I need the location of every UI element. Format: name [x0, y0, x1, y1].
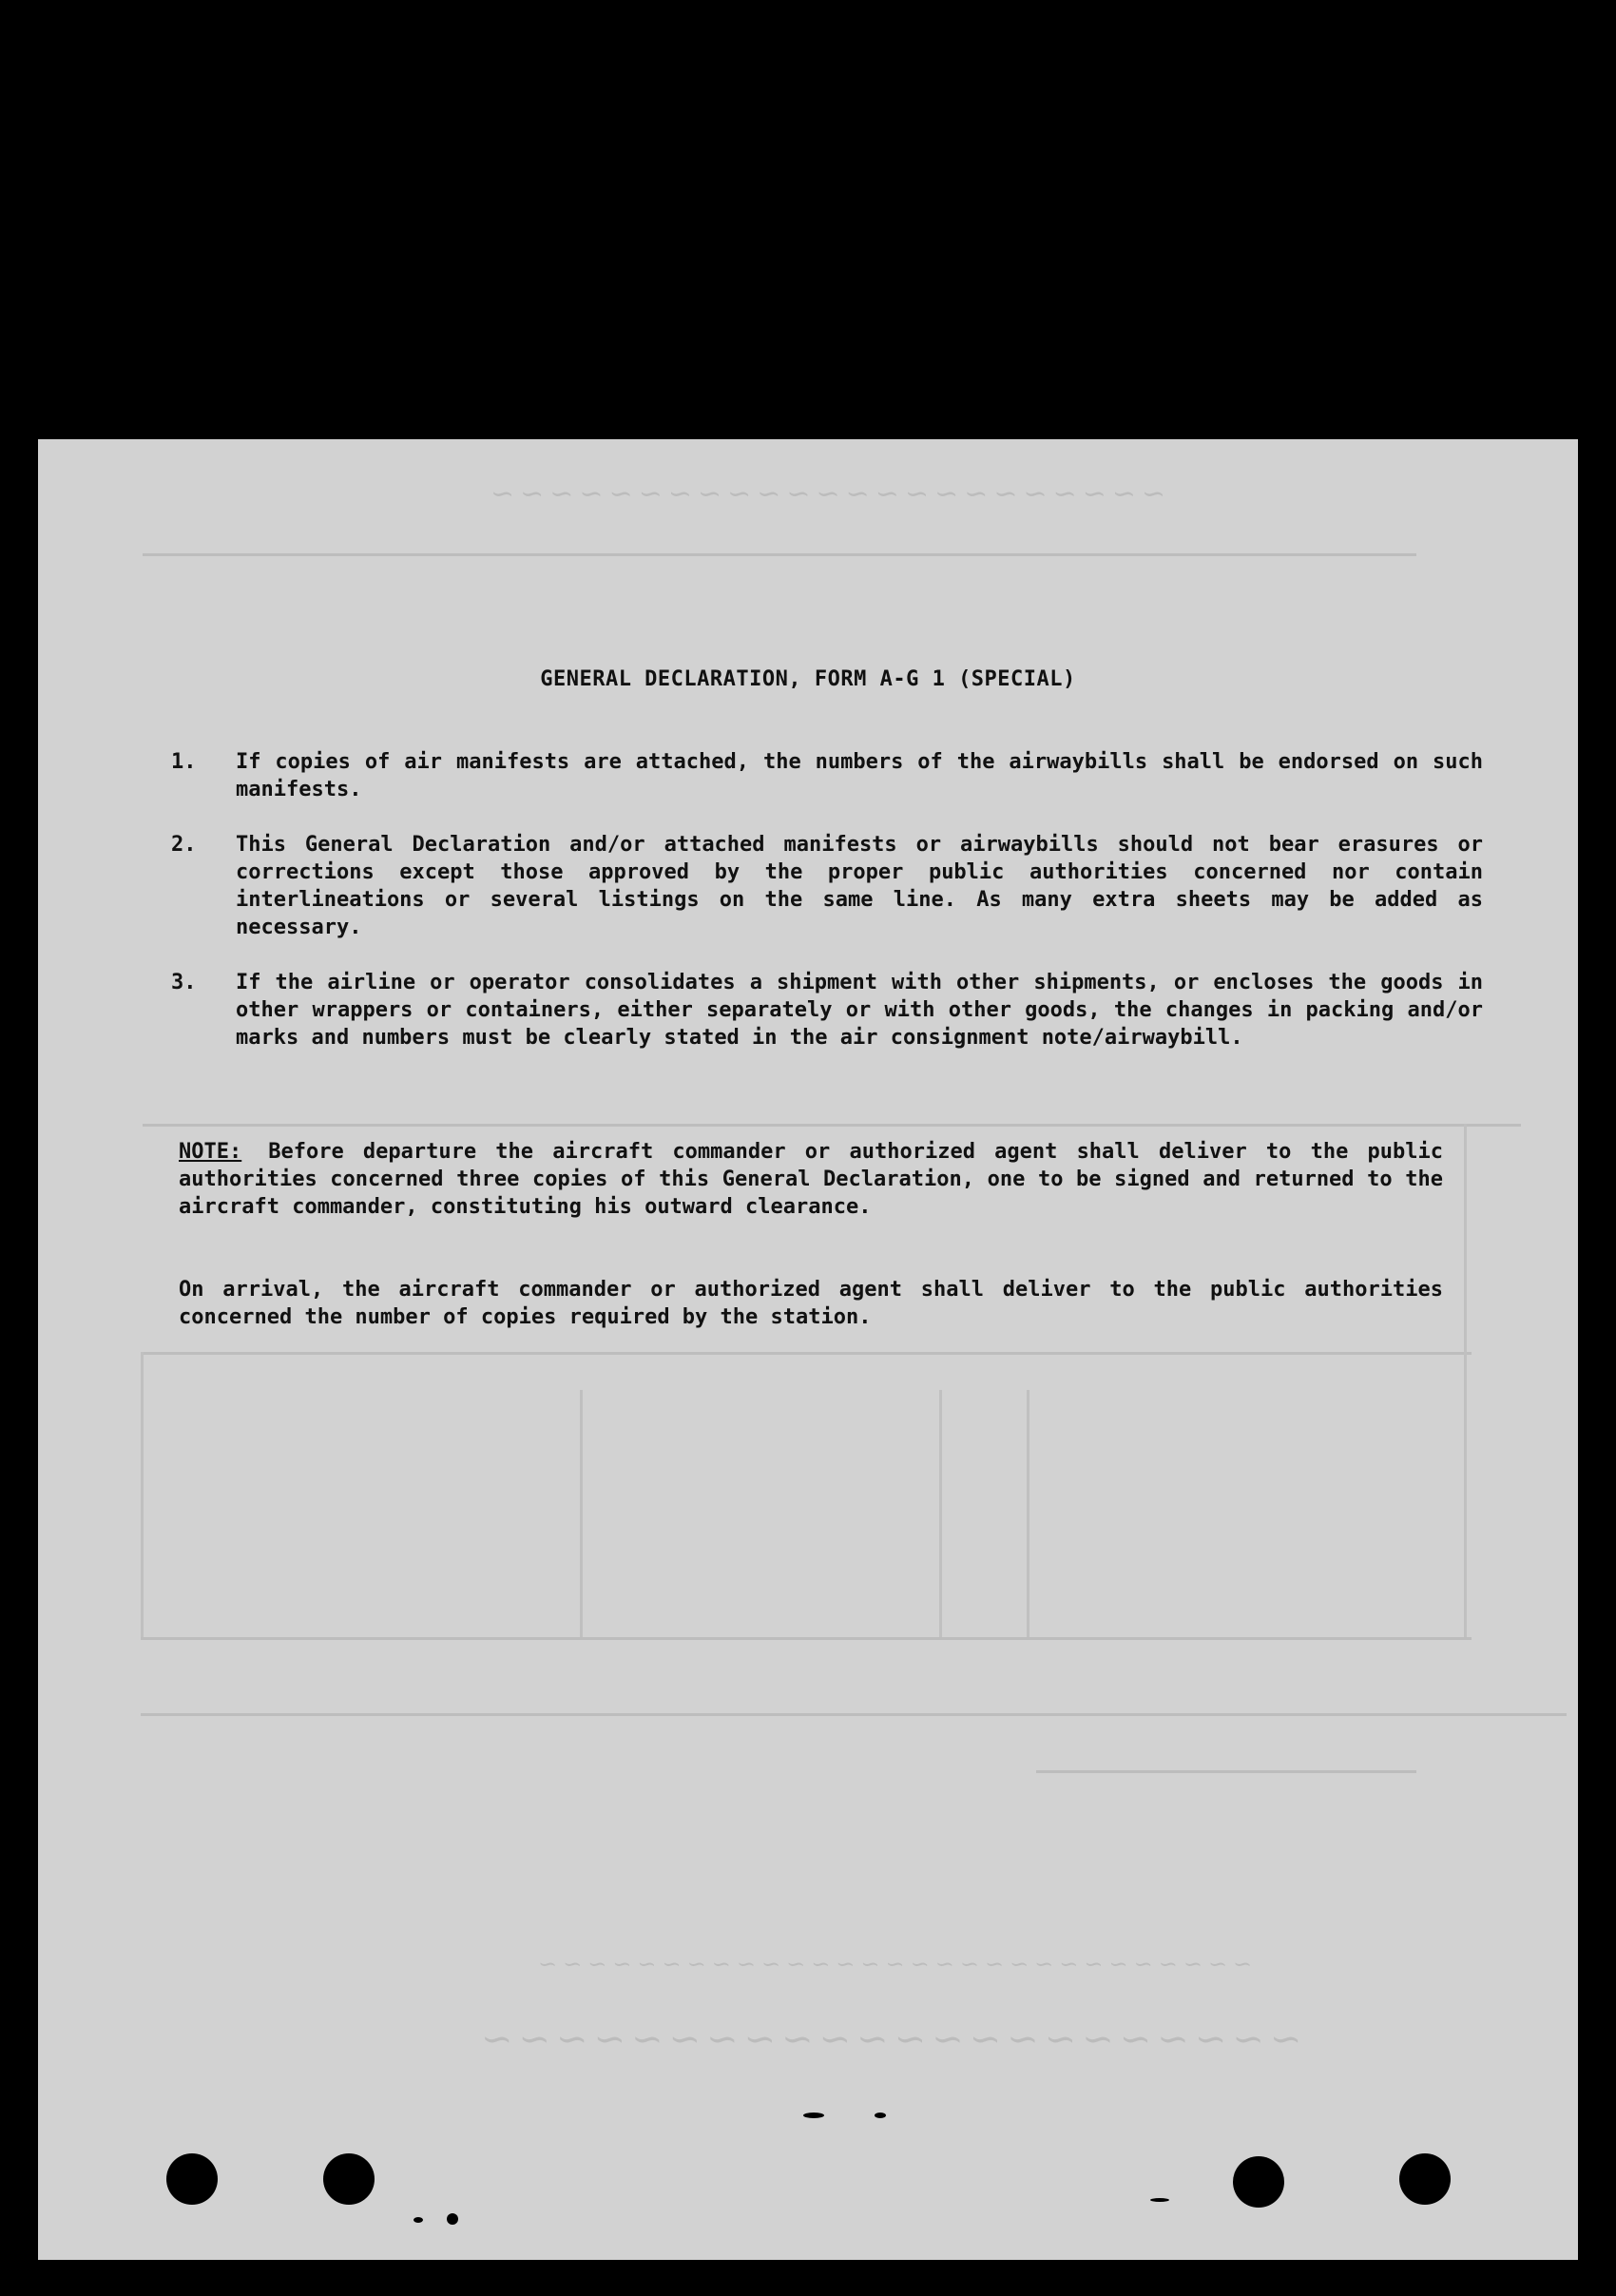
- bleed-through-line: [1464, 1124, 1467, 1637]
- punch-hole: [323, 2153, 375, 2205]
- bleed-through-line: [141, 1352, 144, 1637]
- list-item: [171, 748, 1483, 803]
- item-number: 1.: [171, 750, 197, 774]
- bleed-through-line: [1027, 1390, 1029, 1637]
- bleed-through-line: [141, 1352, 1472, 1355]
- punch-hole: [1233, 2156, 1284, 2208]
- ink-speck: [447, 2213, 458, 2225]
- note-label: NOTE:: [179, 1140, 242, 1164]
- punch-hole: [1399, 2153, 1451, 2205]
- bleed-through-line: [939, 1390, 942, 1637]
- bleed-through-line: [141, 1713, 1567, 1716]
- bleed-through-line: [580, 1390, 583, 1637]
- item-number: 2.: [171, 833, 197, 857]
- item-text: If the airline or operator consolidates a shipment with other shipments, or encloses the goods in other wrappers or containers, either separately or with other goods, the changes in packing and/or marks and numbers must be clearly stated in the air consignment note/airwaybill.: [236, 971, 1483, 1050]
- bleed-through-line: [141, 1637, 1472, 1640]
- bleed-through-line: [1036, 1770, 1416, 1773]
- arrival-text: On arrival, the aircraft commander or authorized agent shall deliver to the public authorities concerned the number of copies required by the station.: [179, 1278, 1443, 1329]
- document-sheet: [38, 439, 1578, 2260]
- bleed-through-heading: ~~~~~~~~~~~~~~~~~~~~~~~: [485, 477, 1166, 511]
- ink-speck: [803, 2113, 824, 2118]
- document-title: GENERAL DECLARATION, FORM A-G 1 (SPECIAL): [540, 667, 1076, 691]
- ink-speck: [1150, 2198, 1169, 2202]
- bleed-through-line: [143, 1124, 1521, 1127]
- punch-hole: [166, 2153, 218, 2205]
- ink-speck: [414, 2217, 423, 2223]
- bleed-through-heading: ~~~~~~~~~~~~~~~~~~~~~~~~~~~~~: [532, 1951, 1253, 1978]
- arrival-paragraph: [179, 1276, 1443, 1331]
- list-item: [171, 969, 1483, 1052]
- item-number: 3.: [171, 971, 197, 994]
- ink-speck: [875, 2113, 886, 2118]
- item-text: This General Declaration and/or attached manifests or airwaybills should not bear erasures or corrections except those approved by the proper public authorities concerned nor contain interlineations or several listings on the same line. As many extra sheets may be added as necessary.: [236, 833, 1483, 939]
- bleed-through-line: [143, 553, 1416, 556]
- list-item: [171, 831, 1483, 941]
- note-text: Before departure the aircraft commander or authorized agent shall deliver to the public authorities concerned three copies of this General Declaration, one to be signed and returned to the aircraft commander, constituting his outward clearance.: [179, 1140, 1443, 1219]
- note-paragraph: [179, 1138, 1443, 1221]
- bleed-through-heading: ~~~~~~~~~~~~~~~~~~~~~~: [475, 2017, 1302, 2061]
- item-text: If copies of air manifests are attached, the numbers of the airwaybills shall be endorsed on such manifests.: [236, 750, 1483, 801]
